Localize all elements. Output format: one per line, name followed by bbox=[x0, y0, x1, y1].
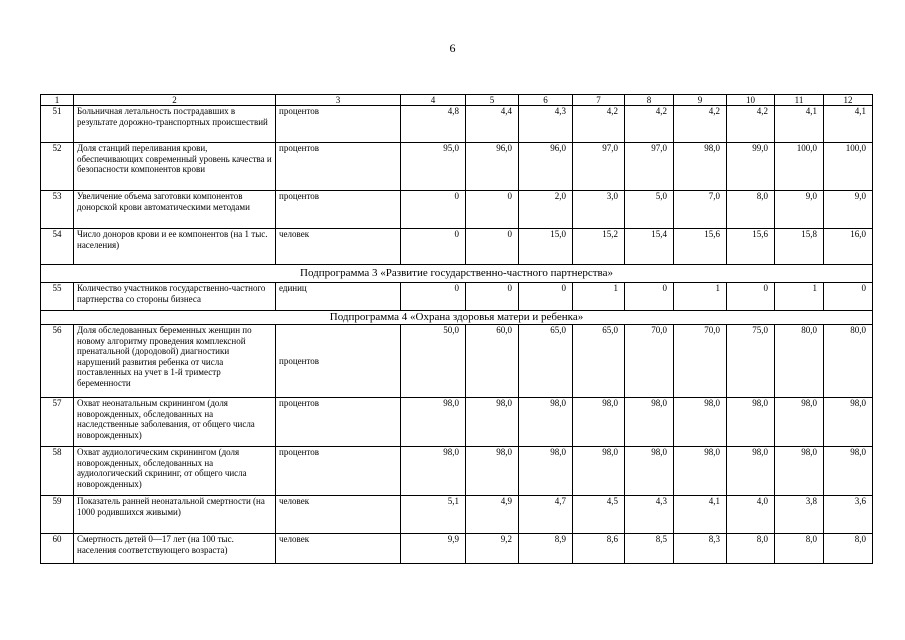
indicator-name: Число доноров крови и ее компонентов (на 1 тыс. населения) bbox=[74, 229, 276, 265]
value-cell: 98,0 bbox=[401, 398, 466, 447]
section-title: Подпрограмма 4 «Охрана здоровья матери и ребенка» bbox=[41, 311, 873, 325]
table-row bbox=[41, 398, 873, 447]
page-number: 6 bbox=[449, 41, 456, 55]
value-cell: 65,0 bbox=[519, 325, 573, 398]
row-number: 54 bbox=[41, 229, 74, 265]
value-cell: 98,0 bbox=[573, 447, 625, 496]
value-cell: 0 bbox=[625, 283, 674, 311]
table-row bbox=[41, 229, 873, 265]
value-cell: 70,0 bbox=[674, 325, 727, 398]
value-cell: 98,0 bbox=[824, 447, 873, 496]
value-cell: 15,4 bbox=[625, 229, 674, 265]
value-cell: 0 bbox=[727, 283, 775, 311]
value-cell: 1 bbox=[674, 283, 727, 311]
value-cell: 3,8 bbox=[775, 496, 824, 534]
value-cell: 15,8 bbox=[775, 229, 824, 265]
value-cell: 98,0 bbox=[466, 447, 519, 496]
value-cell: 4,1 bbox=[775, 106, 824, 143]
unit-cell: процентов bbox=[276, 398, 401, 447]
value-cell: 8,0 bbox=[727, 191, 775, 229]
value-cell: 15,6 bbox=[674, 229, 727, 265]
value-cell: 97,0 bbox=[573, 143, 625, 191]
value-cell: 98,0 bbox=[466, 398, 519, 447]
value-cell: 4,8 bbox=[401, 106, 466, 143]
table-row bbox=[41, 143, 873, 191]
value-cell: 0 bbox=[466, 229, 519, 265]
value-cell: 4,7 bbox=[519, 496, 573, 534]
value-cell: 8,0 bbox=[824, 534, 873, 564]
column-header: 11 bbox=[775, 95, 824, 106]
value-cell: 4,2 bbox=[625, 106, 674, 143]
column-header: 3 bbox=[276, 95, 401, 106]
indicator-name: Больничная летальность пострадавших в результате дорожно-транспортных происшествий bbox=[74, 106, 276, 143]
section-title: Подпрограмма 3 «Развитие государственно-частного партнерства» bbox=[41, 265, 873, 283]
value-cell: 1 bbox=[573, 283, 625, 311]
value-cell: 98,0 bbox=[401, 447, 466, 496]
value-cell: 3,6 bbox=[824, 496, 873, 534]
value-cell: 96,0 bbox=[519, 143, 573, 191]
value-cell: 65,0 bbox=[573, 325, 625, 398]
value-cell: 98,0 bbox=[674, 398, 727, 447]
indicator-name: Смертность детей 0—17 лет (на 100 тыс. населения соответствующего возраста) bbox=[74, 534, 276, 564]
value-cell: 80,0 bbox=[775, 325, 824, 398]
value-cell: 98,0 bbox=[824, 398, 873, 447]
value-cell: 1 bbox=[775, 283, 824, 311]
value-cell: 8,0 bbox=[727, 534, 775, 564]
value-cell: 97,0 bbox=[625, 143, 674, 191]
value-cell: 80,0 bbox=[824, 325, 873, 398]
column-header: 4 bbox=[401, 95, 466, 106]
value-cell: 98,0 bbox=[674, 143, 727, 191]
value-cell: 15,6 bbox=[727, 229, 775, 265]
row-number: 55 bbox=[41, 283, 74, 311]
unit-cell: человек bbox=[276, 534, 401, 564]
value-cell: 0 bbox=[466, 283, 519, 311]
value-cell: 7,0 bbox=[674, 191, 727, 229]
row-number: 60 bbox=[41, 534, 74, 564]
value-cell: 9,0 bbox=[775, 191, 824, 229]
unit-cell: человек bbox=[276, 229, 401, 265]
value-cell: 4,0 bbox=[727, 496, 775, 534]
value-cell: 95,0 bbox=[401, 143, 466, 191]
value-cell: 50,0 bbox=[401, 325, 466, 398]
value-cell: 4,2 bbox=[674, 106, 727, 143]
value-cell: 0 bbox=[401, 191, 466, 229]
value-cell: 98,0 bbox=[674, 447, 727, 496]
value-cell: 4,9 bbox=[466, 496, 519, 534]
row-number: 52 bbox=[41, 143, 74, 191]
value-cell: 8,9 bbox=[519, 534, 573, 564]
value-cell: 98,0 bbox=[727, 398, 775, 447]
value-cell: 9,2 bbox=[466, 534, 519, 564]
indicator-name: Доля станций переливания крови, обеспечивающих современный уровень качества и безопасности компонентов крови bbox=[74, 143, 276, 191]
row-number: 59 bbox=[41, 496, 74, 534]
indicator-name: Показатель ранней неонатальной смертности (на 1000 родившихся живыми) bbox=[74, 496, 276, 534]
table-row bbox=[41, 534, 873, 564]
value-cell: 99,0 bbox=[727, 143, 775, 191]
value-cell: 5,0 bbox=[625, 191, 674, 229]
indicators-table bbox=[40, 94, 873, 564]
header-row bbox=[41, 95, 873, 106]
value-cell: 100,0 bbox=[775, 143, 824, 191]
value-cell: 100,0 bbox=[824, 143, 873, 191]
value-cell: 98,0 bbox=[519, 398, 573, 447]
section-row bbox=[41, 265, 873, 283]
value-cell: 0 bbox=[401, 283, 466, 311]
value-cell: 98,0 bbox=[573, 398, 625, 447]
column-header: 7 bbox=[573, 95, 625, 106]
value-cell: 4,3 bbox=[519, 106, 573, 143]
indicator-name: Увеличение объема заготовки компонентов донорской крови автоматическими методами bbox=[74, 191, 276, 229]
table-row bbox=[41, 325, 873, 398]
value-cell: 60,0 bbox=[466, 325, 519, 398]
value-cell: 98,0 bbox=[625, 398, 674, 447]
value-cell: 8,3 bbox=[674, 534, 727, 564]
table-row bbox=[41, 496, 873, 534]
value-cell: 98,0 bbox=[625, 447, 674, 496]
value-cell: 0 bbox=[401, 229, 466, 265]
value-cell: 98,0 bbox=[775, 398, 824, 447]
value-cell: 4,2 bbox=[573, 106, 625, 143]
column-header: 12 bbox=[824, 95, 873, 106]
value-cell: 16,0 bbox=[824, 229, 873, 265]
table-row bbox=[41, 447, 873, 496]
value-cell: 4,2 bbox=[727, 106, 775, 143]
value-cell: 98,0 bbox=[727, 447, 775, 496]
value-cell: 4,1 bbox=[674, 496, 727, 534]
value-cell: 4,1 bbox=[824, 106, 873, 143]
unit-cell: человек bbox=[276, 496, 401, 534]
value-cell: 9,9 bbox=[401, 534, 466, 564]
value-cell: 9,0 bbox=[824, 191, 873, 229]
indicator-name: Количество участников государственно-частного партнерства со стороны бизнеса bbox=[74, 283, 276, 311]
table-row bbox=[41, 106, 873, 143]
value-cell: 70,0 bbox=[625, 325, 674, 398]
column-header: 2 bbox=[74, 95, 276, 106]
value-cell: 98,0 bbox=[519, 447, 573, 496]
indicator-name: Охват неонатальным скринингом (доля новорожденных, обследованных на наследственные заболевания, от общего числа новорожденных) bbox=[74, 398, 276, 447]
value-cell: 0 bbox=[466, 191, 519, 229]
value-cell: 4,4 bbox=[466, 106, 519, 143]
value-cell: 4,3 bbox=[625, 496, 674, 534]
unit-cell: процентов bbox=[276, 106, 401, 143]
value-cell: 15,2 bbox=[573, 229, 625, 265]
value-cell: 4,5 bbox=[573, 496, 625, 534]
value-cell: 0 bbox=[519, 283, 573, 311]
column-header: 1 bbox=[41, 95, 74, 106]
value-cell: 3,0 bbox=[573, 191, 625, 229]
value-cell: 8,0 bbox=[775, 534, 824, 564]
value-cell: 15,0 bbox=[519, 229, 573, 265]
value-cell: 5,1 bbox=[401, 496, 466, 534]
row-number: 56 bbox=[41, 325, 74, 398]
row-number: 57 bbox=[41, 398, 74, 447]
unit-cell: процентов bbox=[276, 447, 401, 496]
unit-cell: процентов bbox=[276, 325, 401, 398]
row-number: 53 bbox=[41, 191, 74, 229]
unit-cell: процентов bbox=[276, 143, 401, 191]
value-cell: 96,0 bbox=[466, 143, 519, 191]
value-cell: 8,6 bbox=[573, 534, 625, 564]
table-row bbox=[41, 191, 873, 229]
value-cell: 0 bbox=[824, 283, 873, 311]
indicator-name: Охват аудиологическим скринингом (доля новорожденных, обследованных на аудиологический скрининг, от общего числа новорожденных) bbox=[74, 447, 276, 496]
column-header: 8 bbox=[625, 95, 674, 106]
value-cell: 2,0 bbox=[519, 191, 573, 229]
value-cell: 8,5 bbox=[625, 534, 674, 564]
row-number: 51 bbox=[41, 106, 74, 143]
row-number: 58 bbox=[41, 447, 74, 496]
table-row bbox=[41, 283, 873, 311]
column-header: 9 bbox=[674, 95, 727, 106]
value-cell: 98,0 bbox=[775, 447, 824, 496]
unit-cell: единиц bbox=[276, 283, 401, 311]
column-header: 10 bbox=[727, 95, 775, 106]
section-row bbox=[41, 311, 873, 325]
value-cell: 75,0 bbox=[727, 325, 775, 398]
unit-cell: процентов bbox=[276, 191, 401, 229]
indicator-name: Доля обследованных беременных женщин по новому алгоритму проведения комплексной пренатальной (дородовой) диагностики нарушений развития ребенка от числа поставленных на учет в 1-й триместр беременности bbox=[74, 325, 276, 398]
column-header: 5 bbox=[466, 95, 519, 106]
column-header: 6 bbox=[519, 95, 573, 106]
